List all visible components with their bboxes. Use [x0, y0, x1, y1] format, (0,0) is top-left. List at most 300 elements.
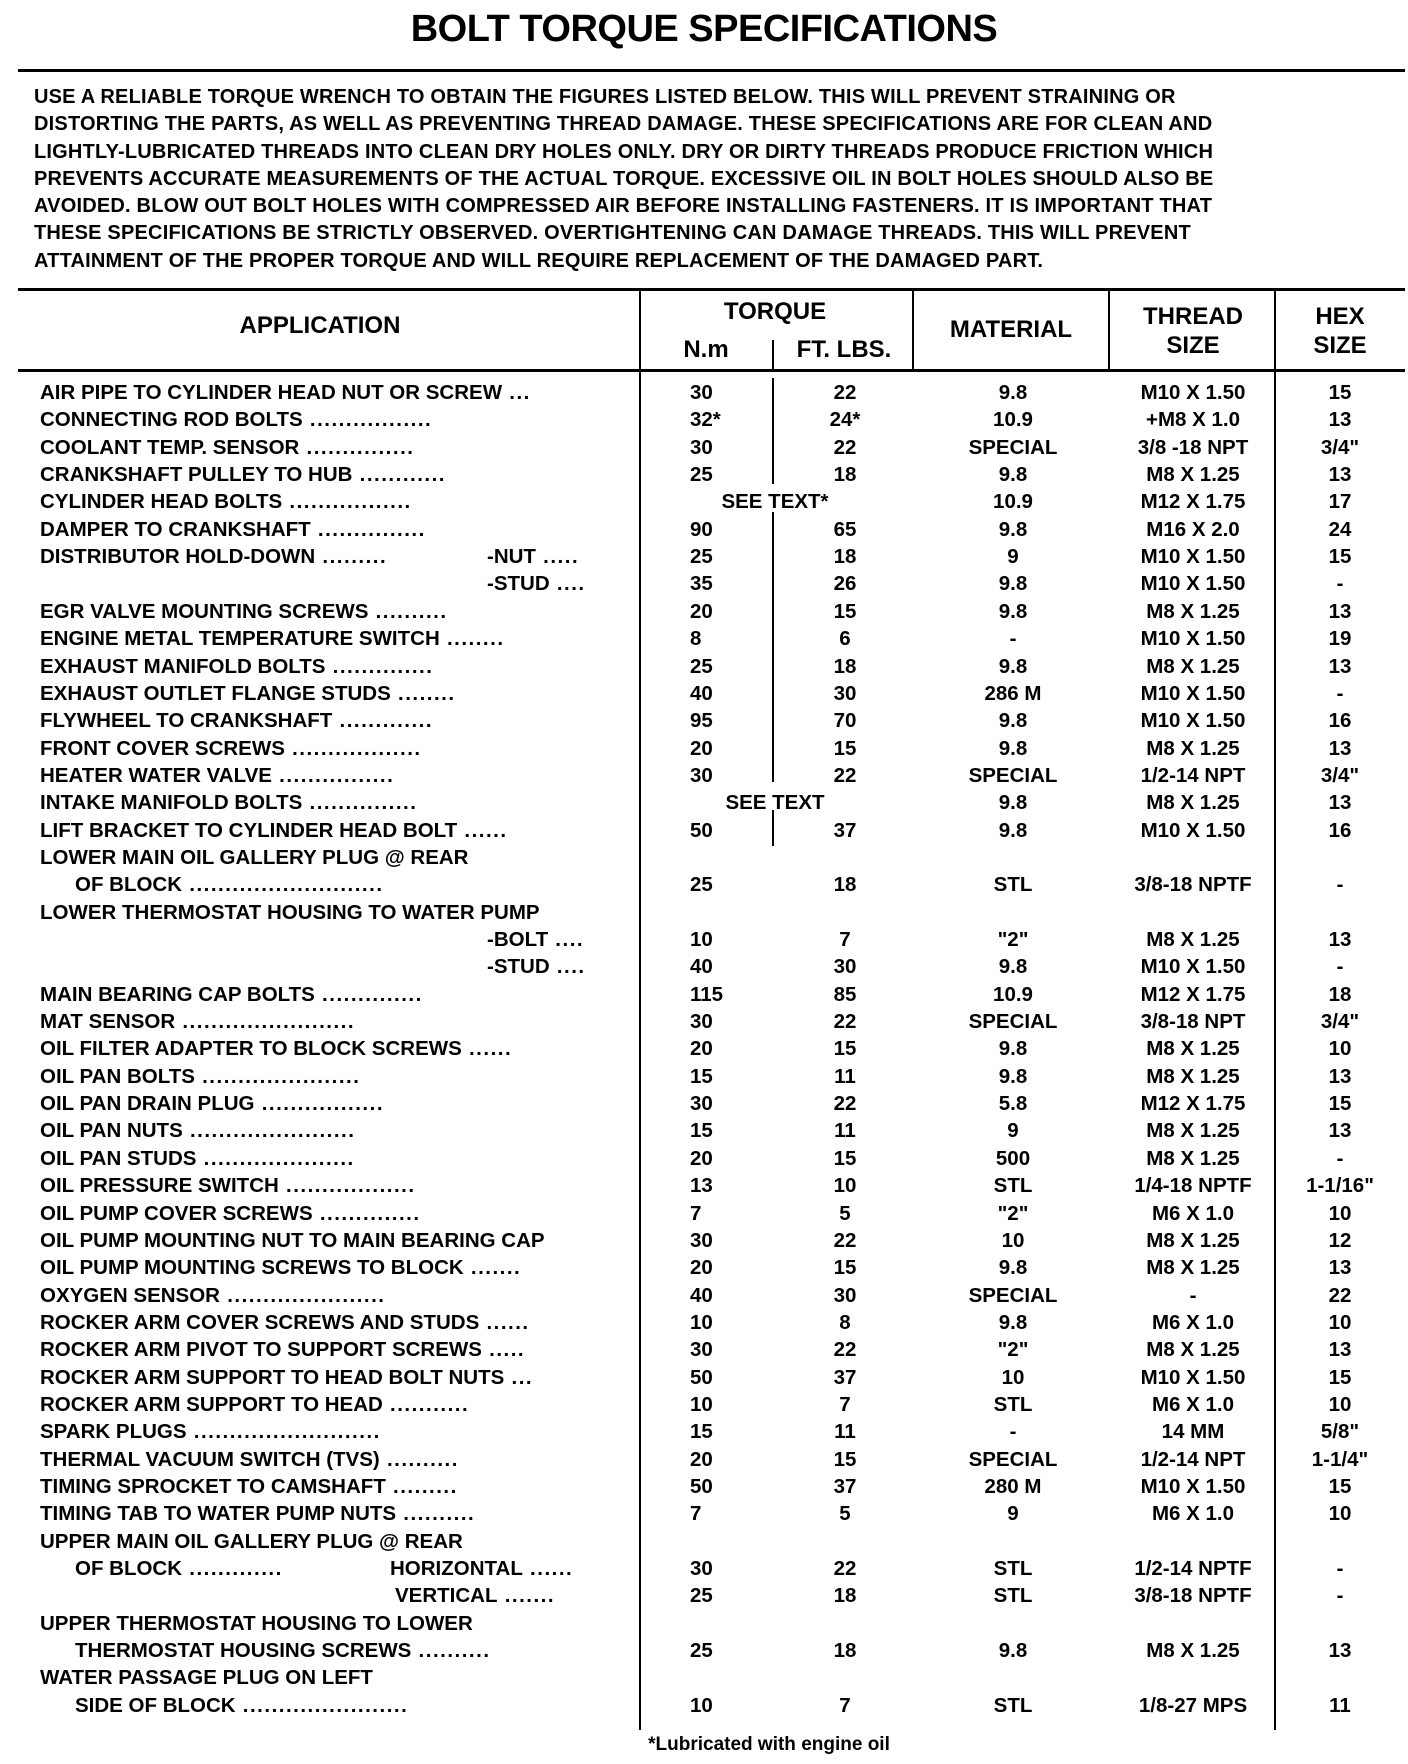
cell-application	[40, 1090, 635, 1117]
cell-application	[40, 1172, 635, 1199]
table-row	[0, 1473, 1408, 1500]
cell-material: 9.8	[998, 572, 1028, 596]
application-text: FRONT COVER SCREWS	[40, 736, 285, 760]
cell-ftlbs: 11	[834, 1064, 856, 1088]
cell-ftlbs: 18	[833, 654, 857, 678]
cell-application	[40, 844, 635, 871]
cell-hex-size: 15	[1328, 1475, 1352, 1498]
application-text: TIMING SPROCKET TO CAMSHAFT	[40, 1475, 386, 1498]
cell-application	[75, 1555, 670, 1582]
cell-material: 9.8	[998, 818, 1028, 842]
cell-material: SPECIAL	[968, 435, 1058, 459]
leader-dots: ...........................	[182, 873, 384, 897]
table-row	[0, 434, 1408, 461]
cell-material: 9.8	[998, 517, 1028, 541]
table-row	[0, 1692, 1408, 1719]
cell-ftlbs: 22	[833, 1557, 857, 1581]
leader-dots: ..................	[278, 1174, 416, 1198]
cell-nm: 20	[690, 736, 713, 760]
table-row	[0, 871, 1408, 898]
cell-application	[40, 1610, 635, 1637]
cell-application	[40, 981, 635, 1008]
cell-hex-size: 16	[1328, 709, 1352, 733]
application-text: OIL PUMP MOUNTING SCREWS TO BLOCK	[40, 1256, 464, 1280]
cell-see-text: SEE TEXT	[725, 791, 825, 815]
cell-material: 9.8	[998, 1256, 1028, 1280]
leader-dots: .......	[463, 1256, 522, 1280]
application-text: CRANKSHAFT PULLEY TO HUB	[40, 463, 353, 487]
cell-hex-size: 1-1/4"	[1311, 1447, 1369, 1471]
table-row	[0, 981, 1408, 1008]
cell-material: 10.9	[993, 982, 1033, 1006]
leader-dots: ..............	[325, 654, 434, 678]
application-text: FLYWHEEL TO CRANKSHAFT	[40, 709, 333, 733]
cell-thread-size: M16 X 2.0	[1146, 517, 1240, 541]
cell-application	[40, 1117, 635, 1144]
cell-application	[40, 625, 635, 652]
sub-application-text: -STUD	[487, 955, 550, 979]
cell-nm: 30	[690, 381, 713, 404]
leader-dots: ....	[549, 572, 586, 596]
cell-application	[40, 653, 635, 680]
cell-thread-size: 1/8-27 MPS	[1138, 1693, 1248, 1717]
application-text: OIL PAN NUTS	[40, 1119, 183, 1143]
cell-application	[40, 1664, 635, 1691]
table-row	[0, 461, 1408, 488]
cell-thread-size: M8 X 1.25	[1146, 599, 1240, 623]
application-text: OIL PUMP COVER SCREWS	[40, 1201, 313, 1225]
header-nm: N.m	[683, 336, 729, 363]
table-row	[0, 844, 1408, 871]
application-text: OF BLOCK	[75, 1557, 183, 1581]
cell-ftlbs: 18	[833, 873, 857, 897]
cell-thread-size: M6 X 1.0	[1151, 1502, 1235, 1526]
cell-ftlbs: 22	[833, 1010, 857, 1034]
cell-thread-size: M10 X 1.50	[1140, 709, 1246, 733]
cell-hex-size: 1-1/16"	[1306, 1174, 1374, 1198]
cell-thread-size: 1/2-14 NPT	[1140, 763, 1246, 787]
application-text: MAT SENSOR	[40, 1010, 176, 1034]
cell-hex-size: -	[1336, 681, 1344, 705]
cell-ftlbs: 10	[833, 1174, 857, 1198]
leader-dots: .......................	[235, 1693, 409, 1717]
cell-hex-size: -	[1336, 1557, 1344, 1581]
cell-nm: 20	[690, 1447, 713, 1471]
cell-ftlbs: 18	[833, 1639, 857, 1663]
application-text: WATER PASSAGE PLUG ON LEFT	[40, 1666, 373, 1690]
cell-thread-size: M8 X 1.25	[1146, 791, 1240, 815]
intro-line: ATTAINMENT OF THE PROPER TORQUE AND WILL REQUIRE REPLACEMENT OF THE DAMAGED PART.	[34, 249, 1044, 272]
table-row	[0, 1336, 1408, 1363]
cell-nm: 30	[690, 1010, 713, 1034]
cell-application	[40, 1446, 635, 1473]
page-title: BOLT TORQUE SPECIFICATIONS	[410, 8, 998, 50]
cell-application	[75, 1637, 670, 1664]
cell-material: -	[1009, 627, 1017, 651]
table-row	[0, 1364, 1408, 1391]
cell-thread-size: 14 MM	[1161, 1420, 1225, 1444]
cell-hex-size: 10	[1328, 1310, 1352, 1334]
cell-hex-size: 5/8"	[1320, 1420, 1360, 1444]
cell-material: "2"	[997, 1201, 1029, 1225]
leader-dots: ...............	[299, 435, 415, 459]
application-text: ENGINE METAL TEMPERATURE SWITCH	[40, 627, 440, 651]
leader-dots: ..........	[411, 1639, 491, 1663]
cell-material: "2"	[997, 928, 1029, 951]
table-row	[0, 1610, 1408, 1637]
cell-hex-size: 13	[1328, 1256, 1352, 1280]
leader-dots: .............	[332, 709, 434, 733]
application-text: DISTRIBUTOR HOLD-DOWN	[40, 545, 316, 569]
cell-thread-size: M6 X 1.0	[1151, 1201, 1235, 1225]
leader-dots: ........	[390, 681, 456, 705]
table-row	[0, 1090, 1408, 1117]
cell-thread-size: M8 X 1.25	[1146, 736, 1240, 760]
table-row	[0, 1254, 1408, 1281]
cell-ftlbs: 11	[834, 1420, 856, 1444]
cell-hex-size: 10	[1328, 1502, 1352, 1526]
cell-ftlbs: 26	[833, 572, 857, 596]
cell-nm: 25	[690, 873, 713, 897]
cell-application	[40, 680, 635, 707]
cell-thread-size: M8 X 1.25	[1146, 1037, 1240, 1061]
table-row	[0, 1282, 1408, 1309]
leader-dots: ......	[461, 1037, 513, 1061]
cell-ftlbs: 22	[833, 381, 857, 404]
leader-dots: ..........	[379, 1447, 459, 1471]
cell-thread-size: M10 X 1.50	[1140, 627, 1246, 651]
cell-nm: 25	[690, 545, 713, 569]
cell-thread-size: M8 X 1.25	[1146, 928, 1240, 951]
cell-material: 10.9	[993, 408, 1033, 432]
table-row	[0, 1391, 1408, 1418]
cell-nm: 10	[690, 1392, 713, 1416]
cell-thread-size: M10 X 1.50	[1140, 818, 1246, 842]
cell-material: 280 M	[984, 1475, 1042, 1498]
table-row	[0, 1418, 1408, 1445]
leader-dots: ..................	[284, 736, 422, 760]
cell-application	[40, 406, 635, 433]
cell-ftlbs: 37	[833, 818, 857, 842]
cell-material: SPECIAL	[968, 763, 1058, 787]
cell-hex-size: 3/4"	[1320, 435, 1360, 459]
table-row	[0, 598, 1408, 625]
cell-thread-size: M10 X 1.50	[1140, 681, 1246, 705]
cell-ftlbs: 11	[834, 1119, 856, 1143]
cell-hex-size: 13	[1328, 654, 1352, 678]
intro-line: USE A RELIABLE TORQUE WRENCH TO OBTAIN THE FIGURES LISTED BELOW. THIS WILL PREVENT STRAINING OR	[34, 86, 1176, 108]
application-text: MAIN BEARING CAP BOLTS	[40, 982, 315, 1006]
application-text: CONNECTING ROD BOLTS	[40, 408, 303, 432]
cell-material: SPECIAL	[968, 1447, 1058, 1471]
leader-dots: ..............	[312, 1201, 421, 1225]
table-row	[0, 1008, 1408, 1035]
cell-thread-size: M10 X 1.50	[1140, 1365, 1246, 1389]
cell-material: 500	[995, 1146, 1031, 1170]
sub-application	[390, 1555, 573, 1582]
cell-material: 10	[1001, 1228, 1025, 1252]
cell-material: 9.8	[998, 1310, 1028, 1334]
leader-dots: .................	[282, 490, 412, 514]
cell-nm: 30	[690, 1228, 713, 1252]
cell-thread-size: 1/4-18 NPTF	[1134, 1174, 1252, 1198]
application-text: THERMAL VACUUM SWITCH (TVS)	[40, 1447, 380, 1471]
cell-ftlbs: 5	[839, 1502, 851, 1526]
application-text: EXHAUST OUTLET FLANGE STUDS	[40, 681, 391, 705]
sub-application	[487, 543, 579, 570]
cell-material: 9.8	[998, 599, 1028, 623]
table-row	[0, 1035, 1408, 1062]
cell-material: STL	[993, 1584, 1033, 1608]
cell-thread-size: M8 X 1.25	[1146, 1064, 1240, 1088]
cell-nm: 10	[690, 1310, 713, 1334]
cell-ftlbs: 18	[833, 545, 857, 569]
leader-dots: ...	[502, 381, 531, 404]
table-row	[0, 625, 1408, 652]
cell-material: 9.8	[998, 791, 1028, 815]
cell-thread-size: M10 X 1.50	[1140, 955, 1246, 979]
leader-dots: .........	[385, 1475, 458, 1498]
leader-dots: .................	[254, 1092, 385, 1116]
cell-application	[40, 379, 635, 406]
cell-nm: 50	[690, 1475, 713, 1498]
table-row	[0, 1227, 1408, 1254]
cell-nm: 15	[690, 1420, 713, 1444]
sub-application-text: -STUD	[487, 572, 550, 596]
cell-application	[40, 1200, 635, 1227]
application-text: ROCKER ARM SUPPORT TO HEAD BOLT NUTS	[40, 1365, 505, 1389]
leader-dots: ....	[549, 955, 586, 979]
cell-ftlbs: 18	[833, 463, 857, 487]
cell-nm: 10	[690, 928, 713, 951]
cell-nm: 30	[690, 1092, 713, 1116]
cell-thread-size: M8 X 1.25	[1146, 1256, 1240, 1280]
cell-application	[40, 1145, 635, 1172]
application-text: ROCKER ARM PIVOT TO SUPPORT SCREWS	[40, 1338, 482, 1362]
intro-line: AVOIDED. BLOW OUT BOLT HOLES WITH COMPRESSED AIR BEFORE INSTALLING FASTENERS. IT IS IMPORTANT THAT	[34, 195, 1213, 218]
cell-thread-size: M8 X 1.25	[1146, 1119, 1240, 1143]
sub-application	[487, 570, 586, 597]
cell-hex-size: 17	[1328, 490, 1352, 514]
cell-nm: 15	[690, 1119, 713, 1143]
header-application: APPLICATION	[239, 312, 401, 339]
cell-thread-size: M10 X 1.50	[1140, 1475, 1246, 1498]
cell-ftlbs: 15	[833, 1146, 857, 1170]
header-hex-size-2: SIZE	[1313, 332, 1367, 359]
application-text: AIR PIPE TO CYLINDER HEAD NUT OR SCREW	[40, 381, 503, 404]
cell-nm: 25	[690, 1639, 713, 1663]
sub-application	[487, 926, 584, 953]
cell-thread-size: M8 X 1.25	[1146, 1228, 1240, 1252]
cell-thread-size: 1/2-14 NPTF	[1134, 1557, 1252, 1581]
cell-nm: 40	[690, 955, 713, 979]
application-text: ROCKER ARM SUPPORT TO HEAD	[40, 1392, 383, 1416]
application-text: OIL PAN BOLTS	[40, 1064, 195, 1088]
table-row	[0, 1664, 1408, 1691]
table-row	[0, 1637, 1408, 1664]
cell-material: 10	[1001, 1365, 1025, 1389]
cell-nm: 30	[690, 435, 713, 459]
cell-thread-size: -	[1189, 1283, 1197, 1307]
leader-dots: ......................	[220, 1283, 386, 1307]
header-hex-size-1: HEX	[1315, 303, 1365, 330]
intro-line: LIGHTLY-LUBRICATED THREADS INTO CLEAN DRY HOLES ONLY. DRY OR DIRTY THREADS PRODUCE FRICTION WHICH	[34, 140, 1214, 163]
cell-ftlbs: 15	[833, 1447, 857, 1471]
cell-hex-size: 24	[1328, 517, 1352, 541]
cell-application	[40, 1500, 635, 1527]
cell-ftlbs: 30	[833, 1283, 857, 1307]
cell-nm: 20	[690, 599, 713, 623]
table-row	[0, 817, 1408, 844]
cell-application	[40, 899, 635, 926]
cell-nm: 32*	[690, 408, 721, 432]
application-text: LOWER MAIN OIL GALLERY PLUG @ REAR	[40, 845, 469, 869]
cell-nm: 30	[690, 1557, 713, 1581]
cell-nm: 30	[690, 763, 713, 787]
cell-application	[40, 1227, 635, 1254]
cell-ftlbs: 70	[833, 709, 857, 733]
cell-ftlbs: 7	[839, 1693, 851, 1717]
leader-dots: ......................	[194, 1064, 361, 1088]
cell-hex-size: 13	[1328, 599, 1352, 623]
table-row	[0, 488, 1408, 515]
cell-nm: 90	[690, 517, 713, 541]
table-row	[0, 653, 1408, 680]
cell-hex-size: 11	[1329, 1693, 1351, 1717]
table-row	[0, 1555, 1408, 1582]
cell-nm: 20	[690, 1146, 713, 1170]
cell-hex-size: 3/4"	[1320, 763, 1360, 787]
sub-application-text: -NUT	[487, 545, 536, 569]
cell-hex-size: 15	[1328, 545, 1352, 569]
table-row	[0, 953, 1408, 980]
cell-thread-size: M12 X 1.75	[1140, 1092, 1246, 1116]
cell-ftlbs: 30	[833, 681, 857, 705]
cell-nm: 10	[690, 1693, 713, 1717]
table-row	[0, 543, 1408, 570]
cell-thread-size: 1/2-14 NPT	[1140, 1447, 1246, 1471]
cell-hex-size: 18	[1328, 982, 1352, 1006]
table-row	[0, 762, 1408, 789]
table-row	[0, 1145, 1408, 1172]
cell-ftlbs: 7	[839, 928, 851, 951]
cell-thread-size: 3/8 -18 NPT	[1137, 435, 1249, 459]
table-row	[0, 1582, 1408, 1609]
cell-application	[40, 1254, 635, 1281]
leader-dots: ...............	[310, 517, 426, 541]
cell-ftlbs: 85	[833, 982, 857, 1006]
table-row	[0, 516, 1408, 543]
leader-dots: .....................	[196, 1146, 355, 1170]
leader-dots: .....	[481, 1338, 526, 1362]
intro-line: THESE SPECIFICATIONS BE STRICTLY OBSERVED. OVERTIGHTENING CAN DAMAGE THREADS. THIS WILL PREVENT	[34, 222, 1191, 245]
cell-hex-size: -	[1336, 955, 1344, 979]
cell-material: 9	[1007, 1502, 1019, 1526]
cell-thread-size: M6 X 1.0	[1151, 1310, 1235, 1334]
application-text: OIL PAN STUDS	[40, 1146, 197, 1170]
cell-material: 5.8	[998, 1092, 1028, 1116]
cell-ftlbs: 5	[839, 1201, 851, 1225]
cell-ftlbs: 37	[833, 1365, 857, 1389]
cell-nm: 40	[690, 681, 713, 705]
cell-material: 9	[1007, 545, 1019, 569]
leader-dots: ......	[479, 1310, 530, 1334]
cell-application	[75, 1692, 670, 1719]
cell-thread-size: M10 X 1.50	[1140, 381, 1246, 404]
cell-ftlbs: 22	[833, 1092, 857, 1116]
table-row	[0, 379, 1408, 406]
cell-application	[40, 434, 635, 461]
intro-line: DISTORTING THE PARTS, AS WELL AS PREVENTING THREAD DAMAGE. THESE SPECIFICATIONS ARE FOR CLEAN AND	[34, 113, 1213, 136]
leader-dots: ....	[548, 928, 585, 951]
application-text: OF BLOCK	[75, 873, 183, 897]
cell-ftlbs: 37	[833, 1475, 857, 1498]
cell-material: "2"	[997, 1338, 1029, 1362]
cell-nm: 25	[690, 463, 713, 487]
application-text: COOLANT TEMP. SENSOR	[40, 435, 300, 459]
application-text: OIL PUMP MOUNTING NUT TO MAIN BEARING CAP	[40, 1228, 545, 1252]
cell-hex-size: 13	[1328, 1639, 1352, 1663]
cell-hex-size: 3/4"	[1320, 1010, 1360, 1034]
application-text: DAMPER TO CRANKSHAFT	[40, 517, 311, 541]
application-text: LOWER THERMOSTAT HOUSING TO WATER PUMP	[40, 900, 540, 924]
cell-thread-size: +M8 X 1.0	[1145, 408, 1240, 432]
cell-thread-size: M8 X 1.25	[1146, 1338, 1240, 1362]
sub-application-text: -BOLT	[487, 928, 549, 951]
application-text: INTAKE MANIFOLD BOLTS	[40, 791, 303, 815]
cell-ftlbs: 24*	[829, 408, 861, 432]
cell-hex-size: -	[1336, 1584, 1344, 1608]
table-row	[0, 1063, 1408, 1090]
cell-application	[40, 1035, 635, 1062]
table-row	[0, 899, 1408, 926]
cell-thread-size: M12 X 1.75	[1140, 982, 1246, 1006]
cell-nm: 30	[690, 1338, 713, 1362]
application-text: ROCKER ARM COVER SCREWS AND STUDS	[40, 1310, 480, 1334]
header-material: MATERIAL	[949, 316, 1073, 343]
cell-material: 9	[1007, 1119, 1019, 1143]
cell-application	[40, 735, 635, 762]
application-text: HEATER WATER VALVE	[40, 763, 272, 787]
cell-hex-size: -	[1336, 1146, 1344, 1170]
cell-ftlbs: 65	[833, 517, 857, 541]
cell-material: 10.9	[993, 490, 1033, 514]
leader-dots: ..........................	[186, 1420, 381, 1444]
cell-hex-size: 13	[1328, 1338, 1352, 1362]
cell-hex-size: 13	[1328, 1119, 1352, 1143]
cell-application	[40, 1282, 635, 1309]
leader-dots: ...........	[382, 1392, 470, 1416]
leader-dots: ...............	[302, 791, 418, 815]
cell-material: STL	[993, 1693, 1033, 1717]
leader-dots: .......	[497, 1584, 556, 1608]
cell-application	[40, 789, 635, 816]
cell-thread-size: M8 X 1.25	[1146, 1146, 1240, 1170]
cell-nm: 7	[690, 1502, 702, 1526]
cell-hex-size: 10	[1328, 1201, 1352, 1225]
sub-application-text: HORIZONTAL	[390, 1557, 523, 1581]
sub-application	[395, 1582, 555, 1609]
cell-nm: 40	[690, 1283, 713, 1307]
application-text: UPPER MAIN OIL GALLERY PLUG @ REAR	[40, 1529, 463, 1553]
cell-material: STL	[993, 1174, 1033, 1198]
cell-material: 9.8	[998, 1037, 1028, 1061]
leader-dots: ............	[352, 463, 446, 487]
cell-hex-size: 15	[1328, 381, 1352, 404]
cell-hex-size: 22	[1328, 1283, 1352, 1307]
cell-hex-size: 19	[1328, 627, 1352, 651]
cell-nm: 95	[690, 709, 713, 733]
